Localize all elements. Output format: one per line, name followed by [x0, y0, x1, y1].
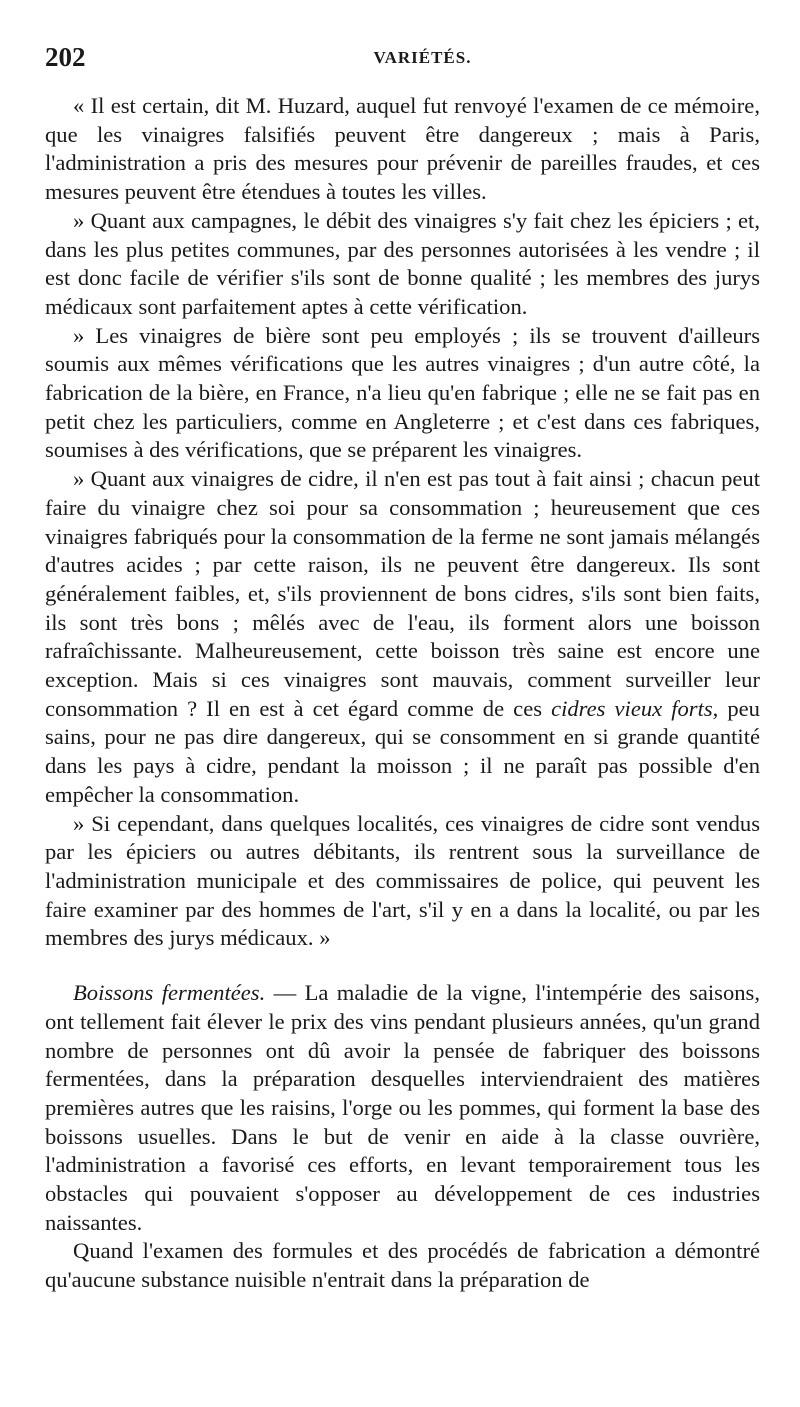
last-paragraph: Quand l'examen des formules et des procédés de fabrication a démontré qu'aucune substance nuisible n'entrait dans la préparation de: [45, 1238, 760, 1293]
paragraph-5: » Si cependant, dans quelques localités, ces vinaigres de cidre sont vendus par les épiciers ou autres débitants, ils rentrent sous la surveillance de l'administration municipale et des commissaires de police, qui peuvent les faire examiner par des hommes de l'art, s'il y en a dans la localité, ou par les membres des jurys médicaux. »: [45, 810, 760, 951]
running-head: [45, 40, 760, 80]
section-heading: Boissons fermentées.: [73, 980, 266, 1006]
paragraph-1: « Il est certain, dit M. Huzard, auquel fut renvoyé l'examen de ce mémoire, que les vinaigres falsifiés peuvent être dangereux ; mais à Paris, l'administration a pris des mesures pour prévenir de pareilles fraudes, et ces mesures peuvent être étendues à toutes les villes.: [45, 93, 760, 205]
section-paragraph: [45, 979, 760, 1237]
paragraph-3: » Les vinaigres de bière sont peu employés ; ils se trouvent d'ailleurs soumis aux mêmes vérifications que les autres vinaigres ; d'un autre côté, la fabrication de la bière, en France, n'a lieu qu'en fabrique ; elle ne se fait pas en petit chez les particuliers, comme en Angleterre ; et c'est dans ces fabriques, soumises à des vérifications, que se préparent les vinaigres.: [45, 322, 760, 463]
section-gap: [45, 953, 760, 979]
paragraph-2: » Quant aux campagnes, le débit des vinaigres s'y fait chez les épiciers ; et, dans les plus petites communes, par des personnes autorisées à les vendre ; il est donc facile de vérifier s'ils sont de bonne qualité ; les membres des jurys médicaux sont parfaitement aptes à cette vérification.: [45, 207, 760, 319]
paragraph-4-text-end: , peu sains, pour ne pas dire dangereux, qui se consomment en si grande quantité dans les pays à cidre, pendant la moisson ; il ne paraît pas possible d'en empêcher la consommation.: [45, 695, 760, 807]
running-title: VARIÉTÉS.: [373, 48, 472, 67]
body-text: [45, 92, 760, 1295]
paragraph-4: [45, 465, 760, 809]
italic-phrase: cidres vieux forts: [551, 695, 713, 721]
page-number: 202: [45, 42, 86, 72]
section-lead-text: — La maladie de la vigne, l'intempérie des saisons, ont tellement fait élever le prix des vins pendant plusieurs années, qu'un grand nombre de personnes ont dû avoir la pensée de fabriquer des boissons fermentées, dans la préparation desquelles interviendraient des matières premières autres que les raisins, l'orge ou les pommes, qui forment la base des boissons usuelles. Dans le but de venir en aide à la classe ouvrière, l'administration a favorisé ces efforts, en levant temporairement tous les obstacles qui pouvaient s'opposer au développement de ces industries naissantes.: [45, 980, 760, 1235]
paragraph-4-text: » Quant aux vinaigres de cidre, il n'en est pas tout à fait ainsi ; chacun peut faire du vinaigre chez soi pour sa consommation ; heureusement que ces vinaigres fabriqués pour la consommation de la ferme ne sont jamais mélangés d'autres acides ; par cette raison, ils ne peuvent être dangereux. Ils sont généralement faibles, et, s'ils proviennent de bons cidres, s'ils sont bien faits, ils sont très bons ; mêlés avec de l'eau, ils forment alors une boisson rafraîchissante. Malheureusement, cette boisson très saine est encore une exception. Mais si ces vinaigres sont mauvais, comment surveiller leur consommation ? Il en est à cet égard comme de ces: [45, 466, 760, 721]
